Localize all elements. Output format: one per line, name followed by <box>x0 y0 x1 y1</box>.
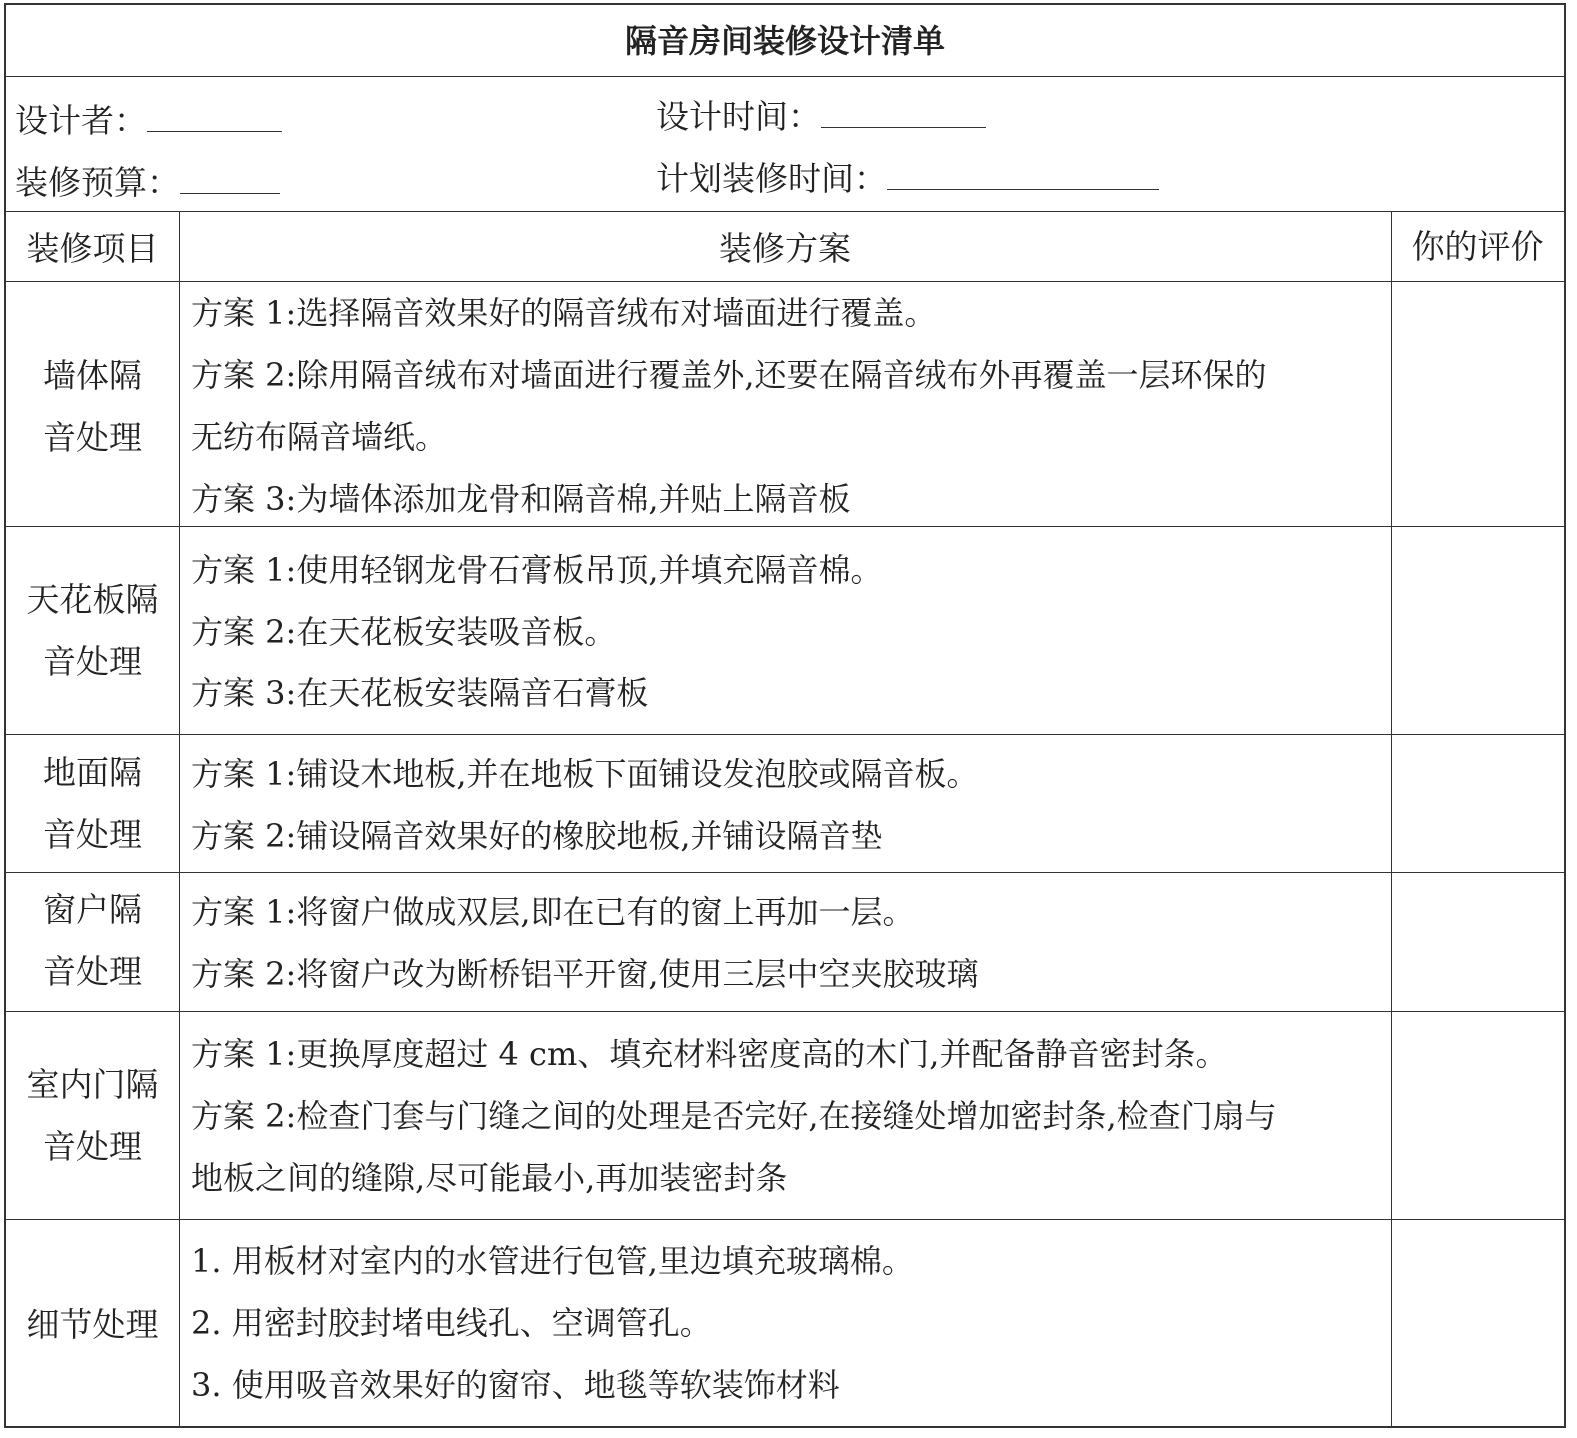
plan-option: 方案 1:铺设木地板,并在地板下面铺设发泡胶或隔音板。 <box>191 755 979 793</box>
plan-option: 方案 2:将窗户改为断桥铝平开窗,使用三层中空夹胶玻璃 <box>191 955 979 993</box>
category-line: 地面隔 <box>43 753 142 792</box>
plan-option: 方案 2:除用隔音绒布对墙面进行覆盖外,还要在隔音绒布外再覆盖一层环保的 <box>191 356 1267 394</box>
category-line: 窗户隔 <box>43 890 142 929</box>
designer-label: 设计者： <box>15 101 147 140</box>
category-details <box>6 1294 179 1356</box>
rule-row-2 <box>6 734 1564 735</box>
evaluation-cell[interactable] <box>1393 1013 1563 1218</box>
design-time-input[interactable] <box>821 101 986 128</box>
rule-row-3 <box>6 872 1564 873</box>
header-plan: 装修方案 <box>719 229 851 268</box>
evaluation-cell[interactable] <box>1393 736 1563 871</box>
plan-option: 方案 2:检查门套与门缝之间的处理是否完好,在接缝处增加密封条,检查门扇与 <box>191 1097 1277 1135</box>
designer-field <box>15 101 282 140</box>
plan-option: 无纺布隔音墙纸。 <box>191 418 448 456</box>
plan-option: 方案 2:铺设隔音效果好的橡胶地板,并铺设隔音垫 <box>191 817 883 855</box>
category-line: 音处理 <box>43 1127 142 1166</box>
plan-option: 方案 1:更换厚度超过 4 cm、填充材料密度高的木门,并配备静音密封条。 <box>191 1035 1228 1073</box>
col-divider-1 <box>179 211 180 1426</box>
category-line: 音处理 <box>43 418 142 457</box>
plan-option: 方案 2:在天花板安装吸音板。 <box>191 613 617 651</box>
plan-time-field <box>656 159 1159 198</box>
rule-row-1 <box>6 526 1564 527</box>
budget-label: 装修预算： <box>15 163 180 202</box>
category-line: 音处理 <box>43 815 142 854</box>
evaluation-cell[interactable] <box>1393 283 1563 525</box>
header-evaluation: 你的评价 <box>1411 227 1544 266</box>
page-title: 隔音房间装修设计清单 <box>624 22 945 60</box>
rule-header <box>6 281 1564 282</box>
design-time-label: 设计时间： <box>656 97 821 136</box>
plan-option: 方案 1:选择隔音效果好的隔音绒布对墙面进行覆盖。 <box>191 294 937 332</box>
category-line: 细节处理 <box>26 1305 159 1344</box>
evaluation-cell[interactable] <box>1393 528 1563 733</box>
category-line: 天花板隔 <box>26 580 159 619</box>
rule-row-5 <box>6 1219 1564 1220</box>
plan-option: 2. 用密封胶封堵电线孔、空调管孔。 <box>191 1304 712 1342</box>
designer-input[interactable] <box>147 105 282 132</box>
plan-option: 方案 1:将窗户做成双层,即在已有的窗上再加一层。 <box>191 893 915 931</box>
rule-title <box>6 76 1564 77</box>
category-line: 室内门隔 <box>26 1065 159 1104</box>
design-time-field <box>656 97 986 136</box>
rule-row-4 <box>6 1011 1564 1012</box>
design-checklist-table <box>4 3 1566 1428</box>
budget-field <box>15 163 280 202</box>
plan-option: 方案 3:在天花板安装隔音石膏板 <box>191 674 649 712</box>
category-floor <box>6 742 179 866</box>
plan-option: 方案 3:为墙体添加龙骨和隔音棉,并贴上隔音板 <box>191 480 851 518</box>
plan-option: 3. 使用吸音效果好的窗帘、地毯等软装饰材料 <box>191 1366 840 1404</box>
plan-option: 方案 1:使用轻钢龙骨石膏板吊顶,并填充隔音棉。 <box>191 551 883 589</box>
budget-input[interactable] <box>180 167 280 194</box>
plan-option: 1. 用板材对室内的水管进行包管,里边填充玻璃棉。 <box>191 1242 914 1280</box>
category-door <box>6 1054 179 1178</box>
col-divider-2 <box>1391 211 1392 1426</box>
category-ceiling <box>6 569 179 693</box>
category-wall <box>6 345 179 469</box>
evaluation-cell[interactable] <box>1393 1221 1563 1425</box>
category-window <box>6 879 179 1003</box>
evaluation-cell[interactable] <box>1393 874 1563 1010</box>
plan-option: 地板之间的缝隙,尽可能最小,再加装密封条 <box>191 1159 788 1197</box>
category-line: 墙体隔 <box>43 356 142 395</box>
category-line: 音处理 <box>43 952 142 991</box>
plan-time-label: 计划装修时间： <box>656 159 887 198</box>
rule-info <box>6 211 1564 212</box>
header-item: 装修项目 <box>26 229 159 268</box>
category-line: 音处理 <box>43 642 142 681</box>
plan-time-input[interactable] <box>887 163 1159 190</box>
